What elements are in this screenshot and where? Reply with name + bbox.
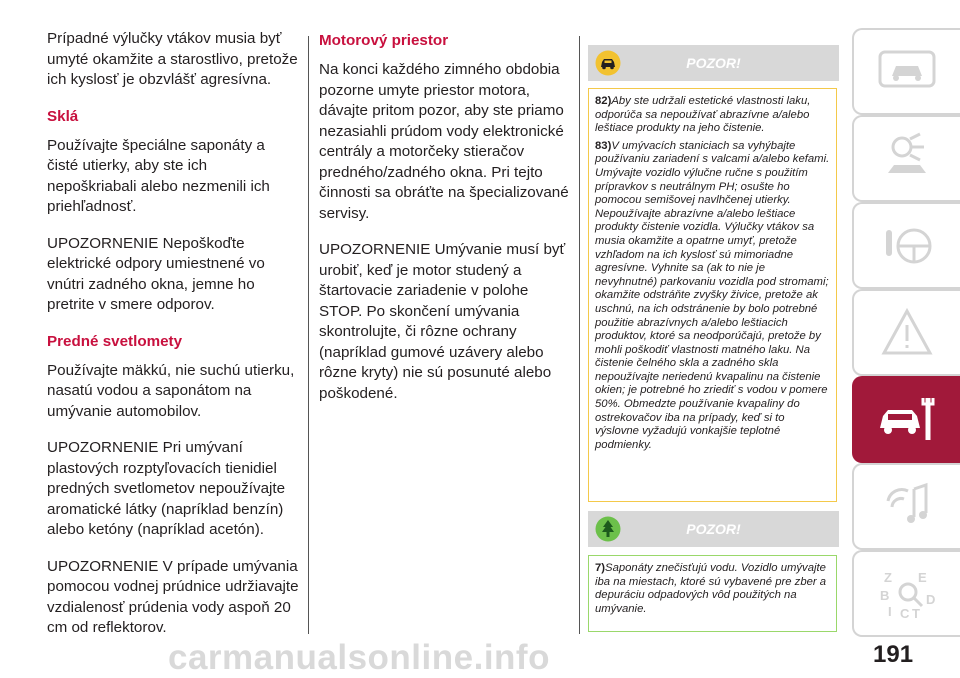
heading-headlights: Predné svetlomety bbox=[47, 332, 183, 350]
warning-header-1 bbox=[588, 45, 839, 81]
warning-box-2 bbox=[588, 555, 837, 632]
lights-icon bbox=[874, 129, 940, 189]
tab-emergency[interactable] bbox=[852, 289, 960, 376]
heading-glass: Sklá bbox=[47, 107, 79, 125]
middle-column bbox=[319, 28, 573, 420]
note-number-83: 83) bbox=[595, 139, 612, 152]
paragraph-plastic-diffusers-warning: UPOZORNENIE Pri umývaní plastových rozptyľovacích tienidiel predných svetlometov nepoužívajte aromatické látky (napríklad benzín) alebo ketóny (napríklad acetón). bbox=[47, 439, 286, 538]
svg-text:T: T bbox=[912, 605, 920, 621]
paragraph-engine-wash-warning: UPOZORNENIE Umývanie musí byť urobiť, keď je motor studený a štartovacie zariadenie v polohe STOP. Po skončení umývania skontrolujte, či rôzne ochrany (napríklad gumové uzávery alebo rôzne kryty) nie sú posunuté alebo poškodené. bbox=[319, 241, 566, 402]
column-divider-2 bbox=[579, 36, 580, 634]
svg-text:B: B bbox=[880, 587, 890, 603]
left-column bbox=[47, 28, 299, 655]
note-number-7: 7) bbox=[595, 562, 606, 574]
tab-dashboard[interactable] bbox=[852, 28, 960, 115]
heading-engine-compartment: Motorový priestor bbox=[319, 32, 449, 49]
paragraph-water-jet-warning: UPOZORNENIE V prípade umývania pomocou vodnej prúdnice udržiavajte vzdialenosť prúdenia vody aspoň 20 cm od reflektorov. bbox=[47, 557, 299, 636]
index-letters-icon bbox=[874, 564, 940, 624]
tab-index[interactable] bbox=[852, 550, 960, 637]
warning-title-2: POZOR! bbox=[686, 521, 741, 537]
note-7-text: Saponáty znečisťujú vodu. Vozidlo umývajte iba na miestach, ktoré sú vybavené pre zber a depuráciu odpadových vôd použitých na umývanie. bbox=[595, 562, 827, 615]
warning-triangle-icon bbox=[874, 303, 940, 363]
note-83-text: V umývacích staniciach sa vyhýbajte používaniu zariadení s valcami a/alebo kefami. Umývajte vozidlo výlučne ručne s použitím prípravkov s neutrálnym PH; osušte ho pomocou semišovej navlhčenej utierky. Nepoužívajte abrazívne a/alebo leštiace produkty čistenie vozidla. Výlučky vtákov sa musia okamžite a opatrne umyť, pretože vzhľadom na ich kyslosť sú mimoriadne agresívne. Vyhnite sa (ak to nie je nevyhnutné) parkovaniu vozidla pod stromami; okamžite odstráňte zvyšky živice, pretože ak uschnú, na ich odstránenie by bolo potrebné použitie abrazívnych a/alebo leštiacich produktov, ktoré sa neodporúčajú, pretože by mohli poškodiť vlastnosti matného laku. Na čistenie čelného skla a zadného skla nepoužívajte neriedenú kvapalinu na čistenie okien; je potrebné ho zriediť s vodou v pomere 50%. Obmedzte používanie kvapaliny do ostrekovačov iba na prípady, keď si to výslovne vyžadujú vonkajšie teplotné podmienky. bbox=[595, 139, 830, 451]
page-number: 191 bbox=[873, 641, 914, 668]
paragraph-glass: Používajte špeciálne saponáty a čisté utierky, aby ste ich nepoškriabali alebo nezmenili ich priehľadnosť. bbox=[47, 136, 270, 215]
tab-lights[interactable] bbox=[852, 115, 960, 202]
warning-header-2 bbox=[588, 511, 839, 547]
paragraph-engine-compartment: Na konci každého zimného obdobia pozorne umyte priestor motora, dávajte pritom pozor, aby ste priamo nezasiahli prúdom vody elektronické centrály a motorčeky stieračov predného/zadného okna. Pri tejto činnosti sa obráťte na špecializované servisy. bbox=[319, 61, 569, 222]
svg-text:D: D bbox=[926, 591, 936, 607]
watermark: carmanualsonline.info bbox=[168, 638, 550, 677]
warning-box-1 bbox=[588, 88, 837, 502]
svg-text:Z: Z bbox=[884, 569, 892, 585]
tab-multimedia[interactable] bbox=[852, 463, 960, 550]
environment-tree-icon bbox=[595, 516, 621, 542]
svg-text:E: E bbox=[918, 569, 927, 585]
column-divider-1 bbox=[308, 36, 309, 634]
tab-maintenance[interactable] bbox=[852, 376, 960, 463]
car-wrench-icon bbox=[874, 390, 940, 450]
paragraph-rear-window-warning: UPOZORNENIE Nepoškoďte elektrické odpory umiestnené vo vnútri zadného okna, jemne ho pretrite v smere odporov. bbox=[47, 234, 265, 313]
car-dashboard-icon bbox=[874, 42, 940, 102]
steering-wheel-icon bbox=[874, 216, 940, 276]
tab-safety[interactable] bbox=[852, 202, 960, 289]
svg-text:C: C bbox=[900, 605, 910, 621]
note-number-82: 82) bbox=[595, 95, 612, 107]
music-note-icon bbox=[874, 477, 940, 537]
note-82-text: Aby ste udržali estetické vlastnosti laku, odporúča sa nepoužívať abrazívne a/alebo leštiace produkty na jeho čistenie. bbox=[595, 95, 811, 135]
paragraph-bird-droppings: Prípadné výlučky vtákov musia byť umyté okamžite a starostlivo, pretože ich kyslosť je obzvlášť agresívna. bbox=[47, 30, 298, 88]
car-warning-icon bbox=[595, 50, 621, 76]
svg-text:I: I bbox=[888, 603, 892, 619]
warning-title-1: POZOR! bbox=[686, 55, 741, 71]
paragraph-headlights: Používajte mäkkú, nie suchú utierku, nasatú vodou a saponátom na umývanie automobilov. bbox=[47, 361, 295, 420]
